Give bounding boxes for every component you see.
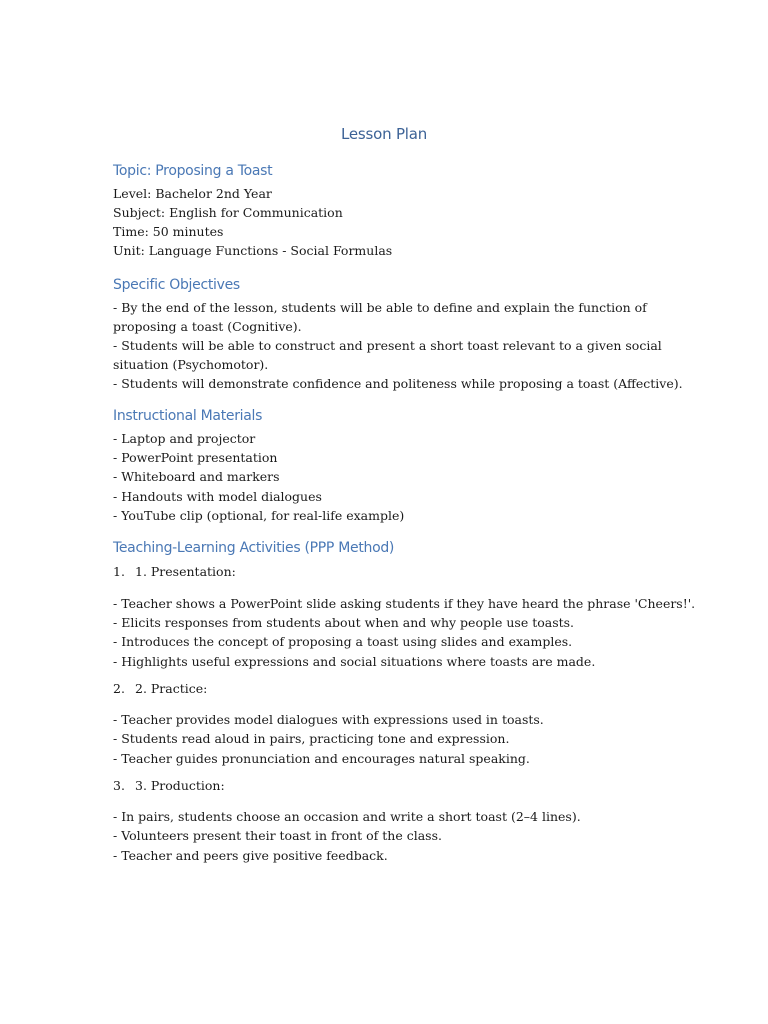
stage-line: - Teacher shows a PowerPoint slide asking students if they have heard the phrase 'Cheers!'. — [113, 596, 696, 611]
objective-line: proposing a toast (Cognitive). — [113, 319, 302, 334]
stage-line: - Teacher and peers give positive feedback. — [113, 848, 388, 863]
stage-line: - Highlights useful expressions and social situations where toasts are made. — [113, 654, 596, 669]
stage-line: - Introduces the concept of proposing a toast using slides and examples. — [113, 634, 573, 649]
material-item: - Laptop and projector — [113, 431, 256, 446]
stage-line: - Elicits responses from students about when and why people use toasts. — [113, 615, 575, 630]
topic-subject: Subject: English for Communication — [113, 205, 343, 220]
materials-heading: Instructional Materials — [113, 408, 263, 424]
stage-line: - In pairs, students choose an occasion and write a short toast (2–4 lines). — [113, 809, 581, 824]
objective-line: - Students will demonstrate confidence and politeness while proposing a toast (Affective). — [113, 376, 683, 391]
material-item: - PowerPoint presentation — [113, 450, 278, 465]
material-item: - Handouts with model dialogues — [113, 489, 322, 504]
topic-heading: Topic: Proposing a Toast — [113, 163, 273, 179]
stage-presentation-title — [113, 562, 236, 581]
stage-number: 2. — [113, 681, 125, 696]
stage-line: - Volunteers present their toast in front of the class. — [113, 828, 442, 843]
stage-line: - Teacher provides model dialogues with expressions used in toasts. — [113, 712, 544, 727]
stage-label: 2. Practice: — [135, 681, 208, 696]
stage-practice-title — [113, 679, 207, 698]
topic-unit: Unit: Language Functions - Social Formulas — [113, 243, 393, 258]
material-item: - YouTube clip (optional, for real-life example) — [113, 508, 405, 523]
stage-line: - Teacher guides pronunciation and encourages natural speaking. — [113, 751, 530, 766]
page-title: Lesson Plan — [340, 125, 428, 143]
stage-label: 3. Production: — [135, 778, 225, 793]
topic-level: Level: Bachelor 2nd Year — [113, 186, 272, 201]
stage-line: - Students read aloud in pairs, practicing tone and expression. — [113, 731, 510, 746]
objective-line: - Students will be able to construct and present a short toast relevant to a given social — [113, 338, 662, 353]
objective-line: situation (Psychomotor). — [113, 357, 269, 372]
stage-number: 1. — [113, 564, 125, 579]
stage-label: 1. Presentation: — [135, 564, 236, 579]
objectives-heading: Specific Objectives — [113, 277, 240, 293]
topic-time: Time: 50 minutes — [113, 224, 224, 239]
stage-number: 3. — [113, 778, 125, 793]
objective-line: - By the end of the lesson, students will be able to define and explain the function of — [113, 300, 647, 315]
stage-production-title — [113, 776, 225, 795]
activities-heading: Teaching-Learning Activities (PPP Method) — [113, 540, 395, 556]
material-item: - Whiteboard and markers — [113, 469, 280, 484]
